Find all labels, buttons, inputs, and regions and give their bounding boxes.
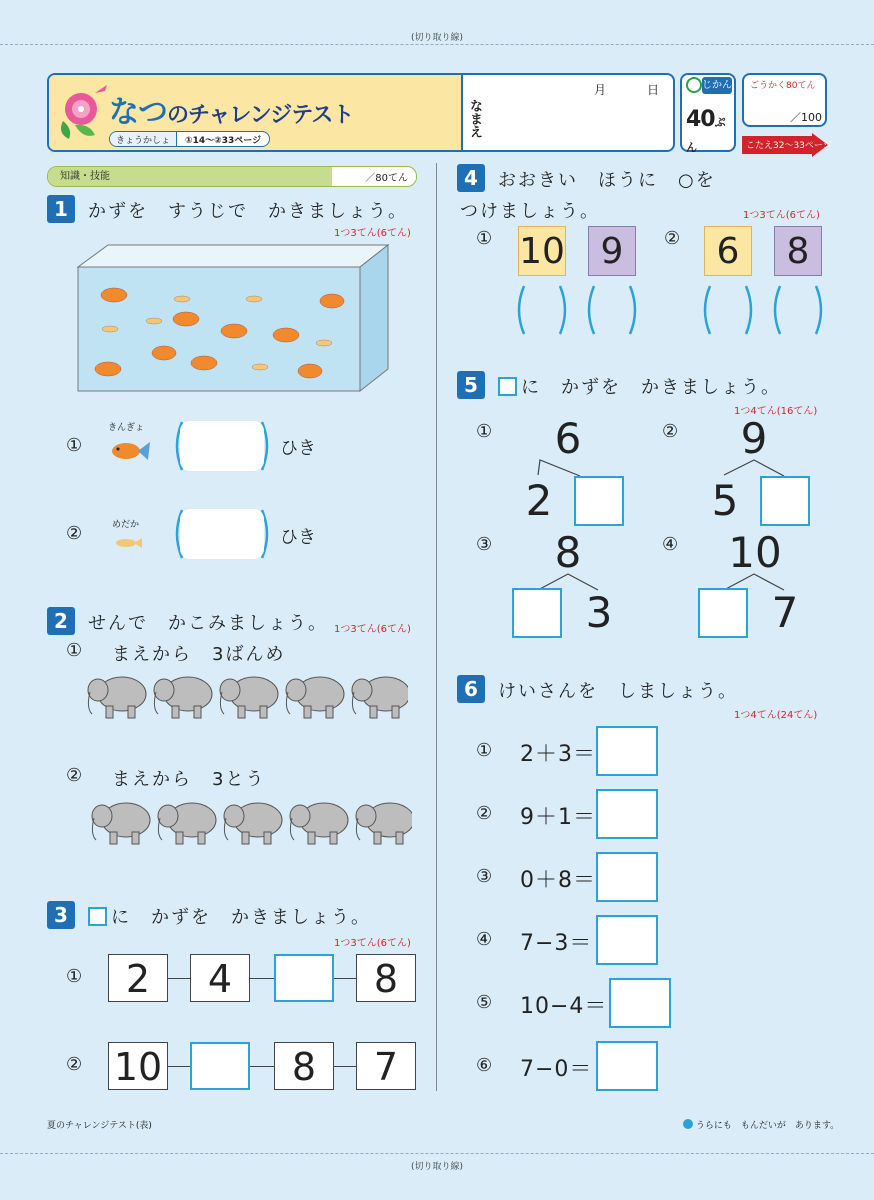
question-number-1: 1 — [47, 195, 75, 223]
q5-p4-top: 10 — [728, 528, 782, 577]
q6-item-2-answer[interactable] — [596, 789, 658, 839]
q6-item-4-answer[interactable] — [596, 915, 658, 965]
q4-item-1-mark: ① — [476, 228, 493, 249]
question-3-text: に かずを かきましょう。 — [88, 903, 371, 929]
question-1-text: かずを すうじで かきましょう。 — [88, 201, 408, 222]
q5-p2-left: 5 — [711, 476, 739, 525]
section-bar — [47, 166, 417, 187]
footer-note: うらにも もんだいが あります。 — [683, 1118, 839, 1131]
q5-p1-mark: ① — [476, 421, 493, 442]
q6-item-3-answer[interactable] — [596, 852, 658, 902]
elephants-row-1[interactable] — [86, 672, 408, 722]
q1-medaka-label: めだか — [112, 520, 140, 530]
q3-row-1-mark: ① — [66, 966, 83, 987]
elephants-row-2[interactable] — [90, 798, 412, 848]
question-number-4: 4 — [457, 164, 485, 192]
q1-item-1-mark: ① — [66, 435, 83, 456]
q3-row-2-mark: ② — [66, 1054, 83, 1075]
textbook-pages: ①14〜②33ページ — [185, 135, 262, 146]
question-number-6: 6 — [457, 675, 485, 703]
q2-item-1-text: まえから 3ばんめ — [112, 644, 286, 665]
q6-item-1-answer[interactable] — [596, 726, 658, 776]
q3-row-2-answer[interactable] — [190, 1042, 250, 1090]
q1-item-2-mark: ② — [66, 523, 83, 544]
question-number-5: 5 — [457, 371, 485, 399]
q5-p1-answer[interactable] — [574, 476, 624, 526]
q5-p4-answer[interactable] — [698, 588, 748, 638]
q4-item-1-num-b: 9 — [588, 226, 636, 276]
q6-item-2-mark: ② — [476, 803, 493, 824]
section-total: ／80てん — [365, 173, 408, 184]
question-2-points: 1つ3てん(6てん) — [334, 624, 411, 635]
q6-item-3-expr: 0＋8＝ — [520, 868, 596, 893]
turn-over-icon — [683, 1119, 693, 1129]
q6-item-2-expr: 9＋1＝ — [520, 805, 596, 830]
cut-line-bottom — [0, 1153, 874, 1154]
q4-circle-answer-parens[interactable] — [514, 284, 830, 336]
q2-item-2-text: まえから 3とう — [112, 769, 266, 790]
month-label: 月 — [594, 83, 607, 97]
q5-p2-answer[interactable] — [760, 476, 810, 526]
q6-item-5-answer[interactable] — [609, 978, 671, 1028]
cut-label-top: (切り取り線) — [410, 33, 464, 43]
q5-p4-right: 7 — [771, 588, 799, 637]
q5-p3-top: 8 — [554, 528, 582, 577]
q5-p1-left: 2 — [525, 476, 553, 525]
blank-box-icon — [498, 377, 517, 396]
q6-item-6-mark: ⑥ — [476, 1055, 493, 1076]
q1-answer-1-parens[interactable] — [170, 420, 274, 472]
q6-item-4-expr: 7−3＝ — [520, 931, 593, 956]
time-limit-box — [680, 73, 736, 152]
medaka-icon — [114, 536, 144, 550]
q3-row-1-answer[interactable] — [274, 954, 334, 1002]
q3-row-1-cell-1: 2 — [108, 954, 168, 1002]
q1-answer-2-parens[interactable] — [170, 508, 274, 560]
q5-p2-mark: ② — [662, 421, 679, 442]
q4-item-1-num-a: 10 — [518, 226, 566, 276]
q5-p2-top: 9 — [740, 414, 768, 463]
q3-row-2-cell-3: 8 — [274, 1042, 334, 1090]
q3-row-2-cell-1: 10 — [108, 1042, 168, 1090]
cut-label-bottom: (切り取り線) — [410, 1162, 464, 1172]
question-5-text: に かずを かきましょう。 — [498, 373, 781, 399]
textbook-label: きょうかしょ — [110, 132, 177, 146]
time-label: じかん — [702, 77, 732, 94]
morning-glory-icon — [55, 81, 109, 143]
q5-p4-mark: ④ — [662, 534, 679, 555]
blank-box-icon — [88, 907, 107, 926]
q4-item-2-mark: ② — [664, 228, 681, 249]
cut-line-top — [0, 44, 874, 45]
question-6-text: けいさんを しましょう。 — [498, 681, 738, 702]
question-6-points: 1つ4てん(24てん) — [734, 710, 818, 721]
q5-p3-right: 3 — [585, 588, 613, 637]
answer-pages-text: こたえ32〜33ページ — [746, 141, 832, 151]
name-label: なまえ — [467, 99, 482, 138]
header-divider — [461, 75, 463, 150]
answer-pages-arrow — [742, 133, 832, 157]
score-box — [742, 73, 827, 127]
q3-row-1-cell-4: 8 — [356, 954, 416, 1002]
title-area — [49, 75, 461, 150]
question-5-points: 1つ4てん(16てん) — [734, 406, 818, 417]
question-4-text-line2: つけましょう。 — [460, 201, 600, 222]
question-number-3: 3 — [47, 901, 75, 929]
score-total: ／100 — [790, 111, 822, 124]
column-divider — [436, 163, 437, 1091]
goldfish-icon — [110, 438, 152, 464]
q4-item-2-num-b: 8 — [774, 226, 822, 276]
q4-item-2-num-a: 6 — [704, 226, 752, 276]
q1-unit-2: ひき — [280, 527, 316, 548]
q5-p3-mark: ③ — [476, 534, 493, 555]
q6-item-1-expr: 2＋3＝ — [520, 742, 596, 767]
q6-item-1-mark: ① — [476, 740, 493, 761]
day-label: 日 — [647, 83, 660, 97]
q6-item-6-expr: 7−0＝ — [520, 1057, 593, 1082]
q3-row-1-cell-2: 4 — [190, 954, 250, 1002]
time-value: 40ぷん — [686, 107, 725, 154]
question-2-text: せんで かこみましょう。 — [88, 613, 328, 634]
textbook-pages-badge — [109, 131, 270, 147]
q3-row-2-cell-4: 7 — [356, 1042, 416, 1090]
page-title: なつのチャレンジテスト — [109, 95, 354, 130]
clock-icon — [686, 77, 702, 93]
question-3-points: 1つ3てん(6てん) — [334, 938, 411, 949]
question-4-text-line1: おおきい ほうに ○を — [498, 170, 716, 191]
q5-p3-answer[interactable] — [512, 588, 562, 638]
fish-tank-illustration — [74, 243, 392, 395]
q6-item-4-mark: ④ — [476, 929, 493, 950]
passing-score: ごうかく80てん — [750, 81, 816, 91]
q6-item-5-mark: ⑤ — [476, 992, 493, 1013]
q1-goldfish-label: きんぎょ — [108, 423, 145, 433]
question-number-2: 2 — [47, 607, 75, 635]
section-label: 知識・技能 — [48, 167, 332, 186]
q5-p1-top: 6 — [554, 414, 582, 463]
q6-item-5-expr: 10−4＝ — [520, 994, 608, 1019]
q2-item-1-mark: ① — [66, 640, 83, 661]
question-4-points: 1つ3てん(6てん) — [743, 210, 820, 221]
q1-unit-1: ひき — [280, 438, 316, 459]
q2-item-2-mark: ② — [66, 765, 83, 786]
header-panel — [47, 73, 675, 152]
footer-title: 夏のチャレンジテスト(表) — [47, 1121, 152, 1131]
q6-item-6-answer[interactable] — [596, 1041, 658, 1091]
question-1-points: 1つ3てん(6てん) — [334, 228, 411, 239]
q6-item-3-mark: ③ — [476, 866, 493, 887]
